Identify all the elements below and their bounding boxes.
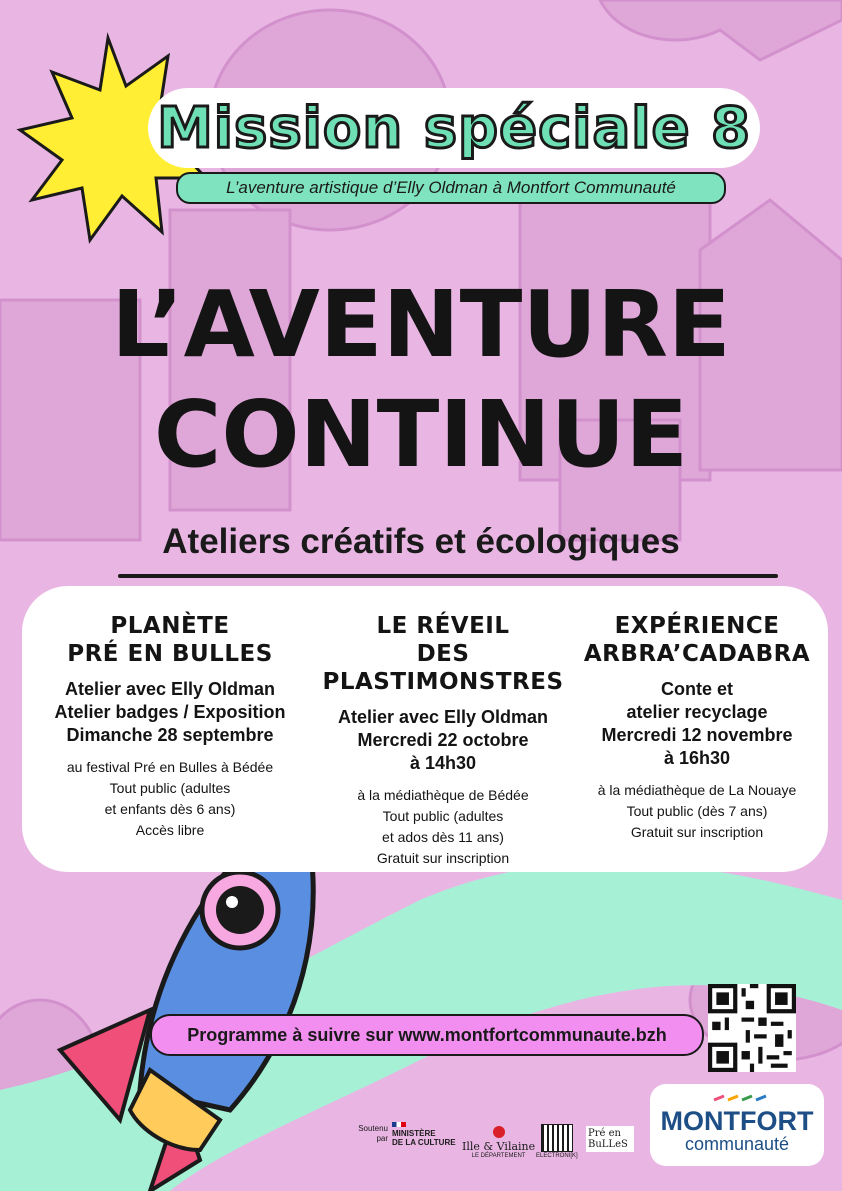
logo-main-text: MONTFORT (660, 1106, 814, 1136)
event-main-info (308, 706, 578, 775)
event-details (35, 757, 305, 841)
event-line: Atelier avec Elly Oldman (64, 679, 276, 699)
workshops-heading: Ateliers créatifs et écologiques (162, 522, 680, 561)
ille-vilaine-name: Ille & Vilaine (462, 1140, 536, 1153)
program-link-text[interactable]: Programme à suivre sur www.montfortcommunaute.bzh (187, 1024, 667, 1045)
program-banner[interactable] (150, 1014, 704, 1056)
event-title-line: EXPÉRIENCE (614, 613, 780, 639)
event-line: à 14h30 (409, 753, 477, 773)
event-column-1 (35, 612, 305, 841)
event-title-line: LE RÉVEIL (376, 613, 510, 639)
event-title (562, 612, 832, 668)
event-detail: Accès libre (135, 822, 205, 838)
event-detail: à la médiathèque de La Nouaye (597, 782, 797, 798)
event-detail: Gratuit sur inscription (376, 850, 510, 866)
event-detail: et enfants dès 6 ans) (104, 801, 236, 817)
heading-underline (118, 574, 778, 578)
event-main-info (562, 678, 832, 770)
event-title (308, 612, 578, 696)
event-title-line: PLANÈTE (110, 613, 230, 639)
event-details (562, 780, 832, 843)
event-column-2 (308, 612, 578, 869)
event-detail: Tout public (adultes (109, 780, 231, 796)
headline-line-1: L’AVENTURE (111, 271, 731, 378)
event-line: Atelier badges / Exposition (54, 702, 286, 722)
electroni-logo (536, 1124, 578, 1159)
event-line: Mercredi 22 octobre (357, 730, 529, 750)
event-details (308, 785, 578, 869)
title: Mission spéciale 8 (157, 95, 751, 161)
event-line: Dimanche 28 septembre (66, 725, 274, 745)
subtitle-banner (176, 172, 726, 204)
event-title-line: DES PLASTIMONSTRES (322, 641, 564, 695)
flag-icon (392, 1122, 406, 1127)
event-detail: Tout public (adultes (382, 808, 504, 824)
title-banner (148, 88, 760, 168)
event-column-3 (562, 612, 832, 843)
event-title-line: PRÉ EN BULLES (67, 641, 273, 667)
event-line: Atelier avec Elly Oldman (337, 707, 549, 727)
ille-vilaine-mark-icon (493, 1126, 505, 1138)
ministry-logo (392, 1122, 456, 1147)
ille-vilaine-sub: LE DÉPARTEMENT (471, 1153, 526, 1159)
headline (0, 270, 842, 490)
qr-code[interactable] (708, 984, 796, 1072)
event-line: à 16h30 (663, 748, 731, 768)
event-title-line: ARBRA’CADABRA (583, 641, 811, 667)
logo-marks-icon (712, 1094, 772, 1104)
event-detail: Tout public (dès 7 ans) (626, 803, 768, 819)
event-line: Conte et (661, 679, 733, 699)
event-main-info (35, 678, 305, 747)
logo-sub-text: communauté (684, 1134, 790, 1154)
electroni-mark-icon (541, 1124, 573, 1152)
event-detail: et ados dès 11 ans) (382, 829, 504, 845)
electroni-name: ELECTRONI[K] (536, 1153, 578, 1159)
event-detail: à la médiathèque de Bédée (357, 787, 529, 803)
event-line: atelier recyclage (626, 702, 768, 722)
ministry-line: MINISTÈRE (392, 1129, 436, 1138)
subtitle: L’aventure artistique d’Elly Oldman à Montfort Communauté (226, 178, 676, 197)
supported-by-label: Soutenu par (358, 1124, 388, 1143)
ministry-line: DE LA CULTURE (392, 1138, 456, 1147)
pre-en-bulles-logo: Pré en BuLLeS (586, 1126, 634, 1152)
ille-vilaine-logo (462, 1126, 535, 1159)
montfort-communaute-logo (650, 1084, 824, 1166)
headline-line-2: CONTINUE (153, 381, 689, 488)
event-detail: au festival Pré en Bulles à Bédée (66, 759, 274, 775)
event-line: Mercredi 12 novembre (601, 725, 793, 745)
event-title (35, 612, 305, 668)
event-detail: Gratuit sur inscription (630, 824, 764, 840)
